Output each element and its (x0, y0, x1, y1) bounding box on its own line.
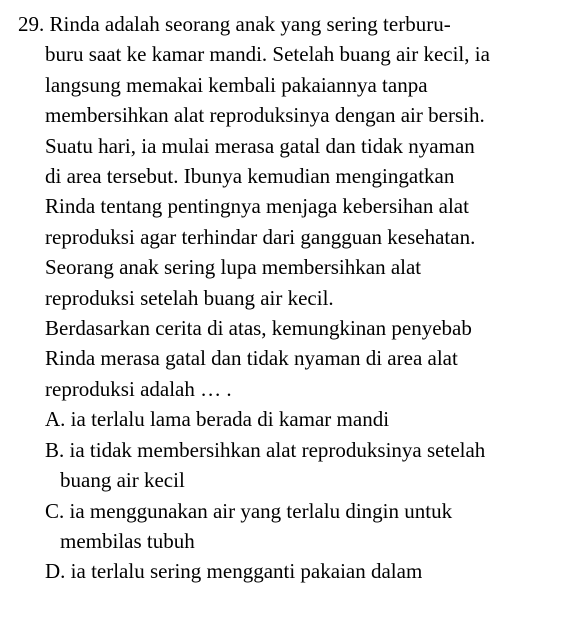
option-label: D. (45, 559, 66, 584)
option-label: B. (45, 437, 65, 462)
question-text-line: Rinda tentang pentingnya menjaga kebersihan alat (45, 194, 469, 219)
option-label: A. (45, 407, 66, 432)
question-text-line: Rinda merasa gatal dan tidak nyaman di area alat (45, 346, 458, 371)
question-text-line: Seorang anak sering lupa membersihkan alat (45, 255, 422, 280)
question-text-line: reproduksi agar terhindar dari gangguan kesehatan. (45, 224, 476, 249)
question-text-line: reproduksi adalah … . (45, 376, 232, 401)
option-a[interactable] (18, 404, 558, 434)
question-text-line: langsung memakai kembali pakaiannya tanpa (45, 72, 428, 97)
option-c[interactable] (18, 496, 558, 526)
question-text-line: Rinda adalah seorang anak yang sering terburu- (49, 12, 451, 36)
question-number: 29. (18, 12, 45, 36)
question-text-line: reproduksi setelah buang air kecil. (45, 285, 334, 310)
option-d[interactable] (18, 556, 558, 586)
question-block (18, 9, 558, 587)
question-text-line: buru saat ke kamar mandi. Setelah buang air kecil, ia (45, 42, 490, 67)
question-text-line: membersihkan alat reproduksinya dengan air bersih. (45, 103, 485, 128)
question-line-1 (18, 9, 558, 39)
question-text-line: di area tersebut. Ibunya kemudian mengingatkan (45, 164, 455, 189)
option-text: ia terlalu sering mengganti pakaian dalam (70, 559, 423, 584)
option-c-continuation: membilas tubuh (60, 528, 195, 553)
option-text: ia tidak membersihkan alat reproduksinya setelah (69, 437, 486, 462)
option-text: ia terlalu lama berada di kamar mandi (70, 407, 390, 432)
option-text: ia menggunakan air yang terlalu dingin untuk (69, 498, 453, 523)
question-text-line: Berdasarkan cerita di atas, kemungkinan penyebab (45, 316, 472, 341)
option-b-continuation: buang air kecil (60, 468, 185, 493)
option-b[interactable] (18, 435, 558, 465)
option-label: C. (45, 498, 65, 523)
question-text-line: Suatu hari, ia mulai merasa gatal dan tidak nyaman (45, 133, 475, 158)
answer-options (18, 404, 558, 586)
